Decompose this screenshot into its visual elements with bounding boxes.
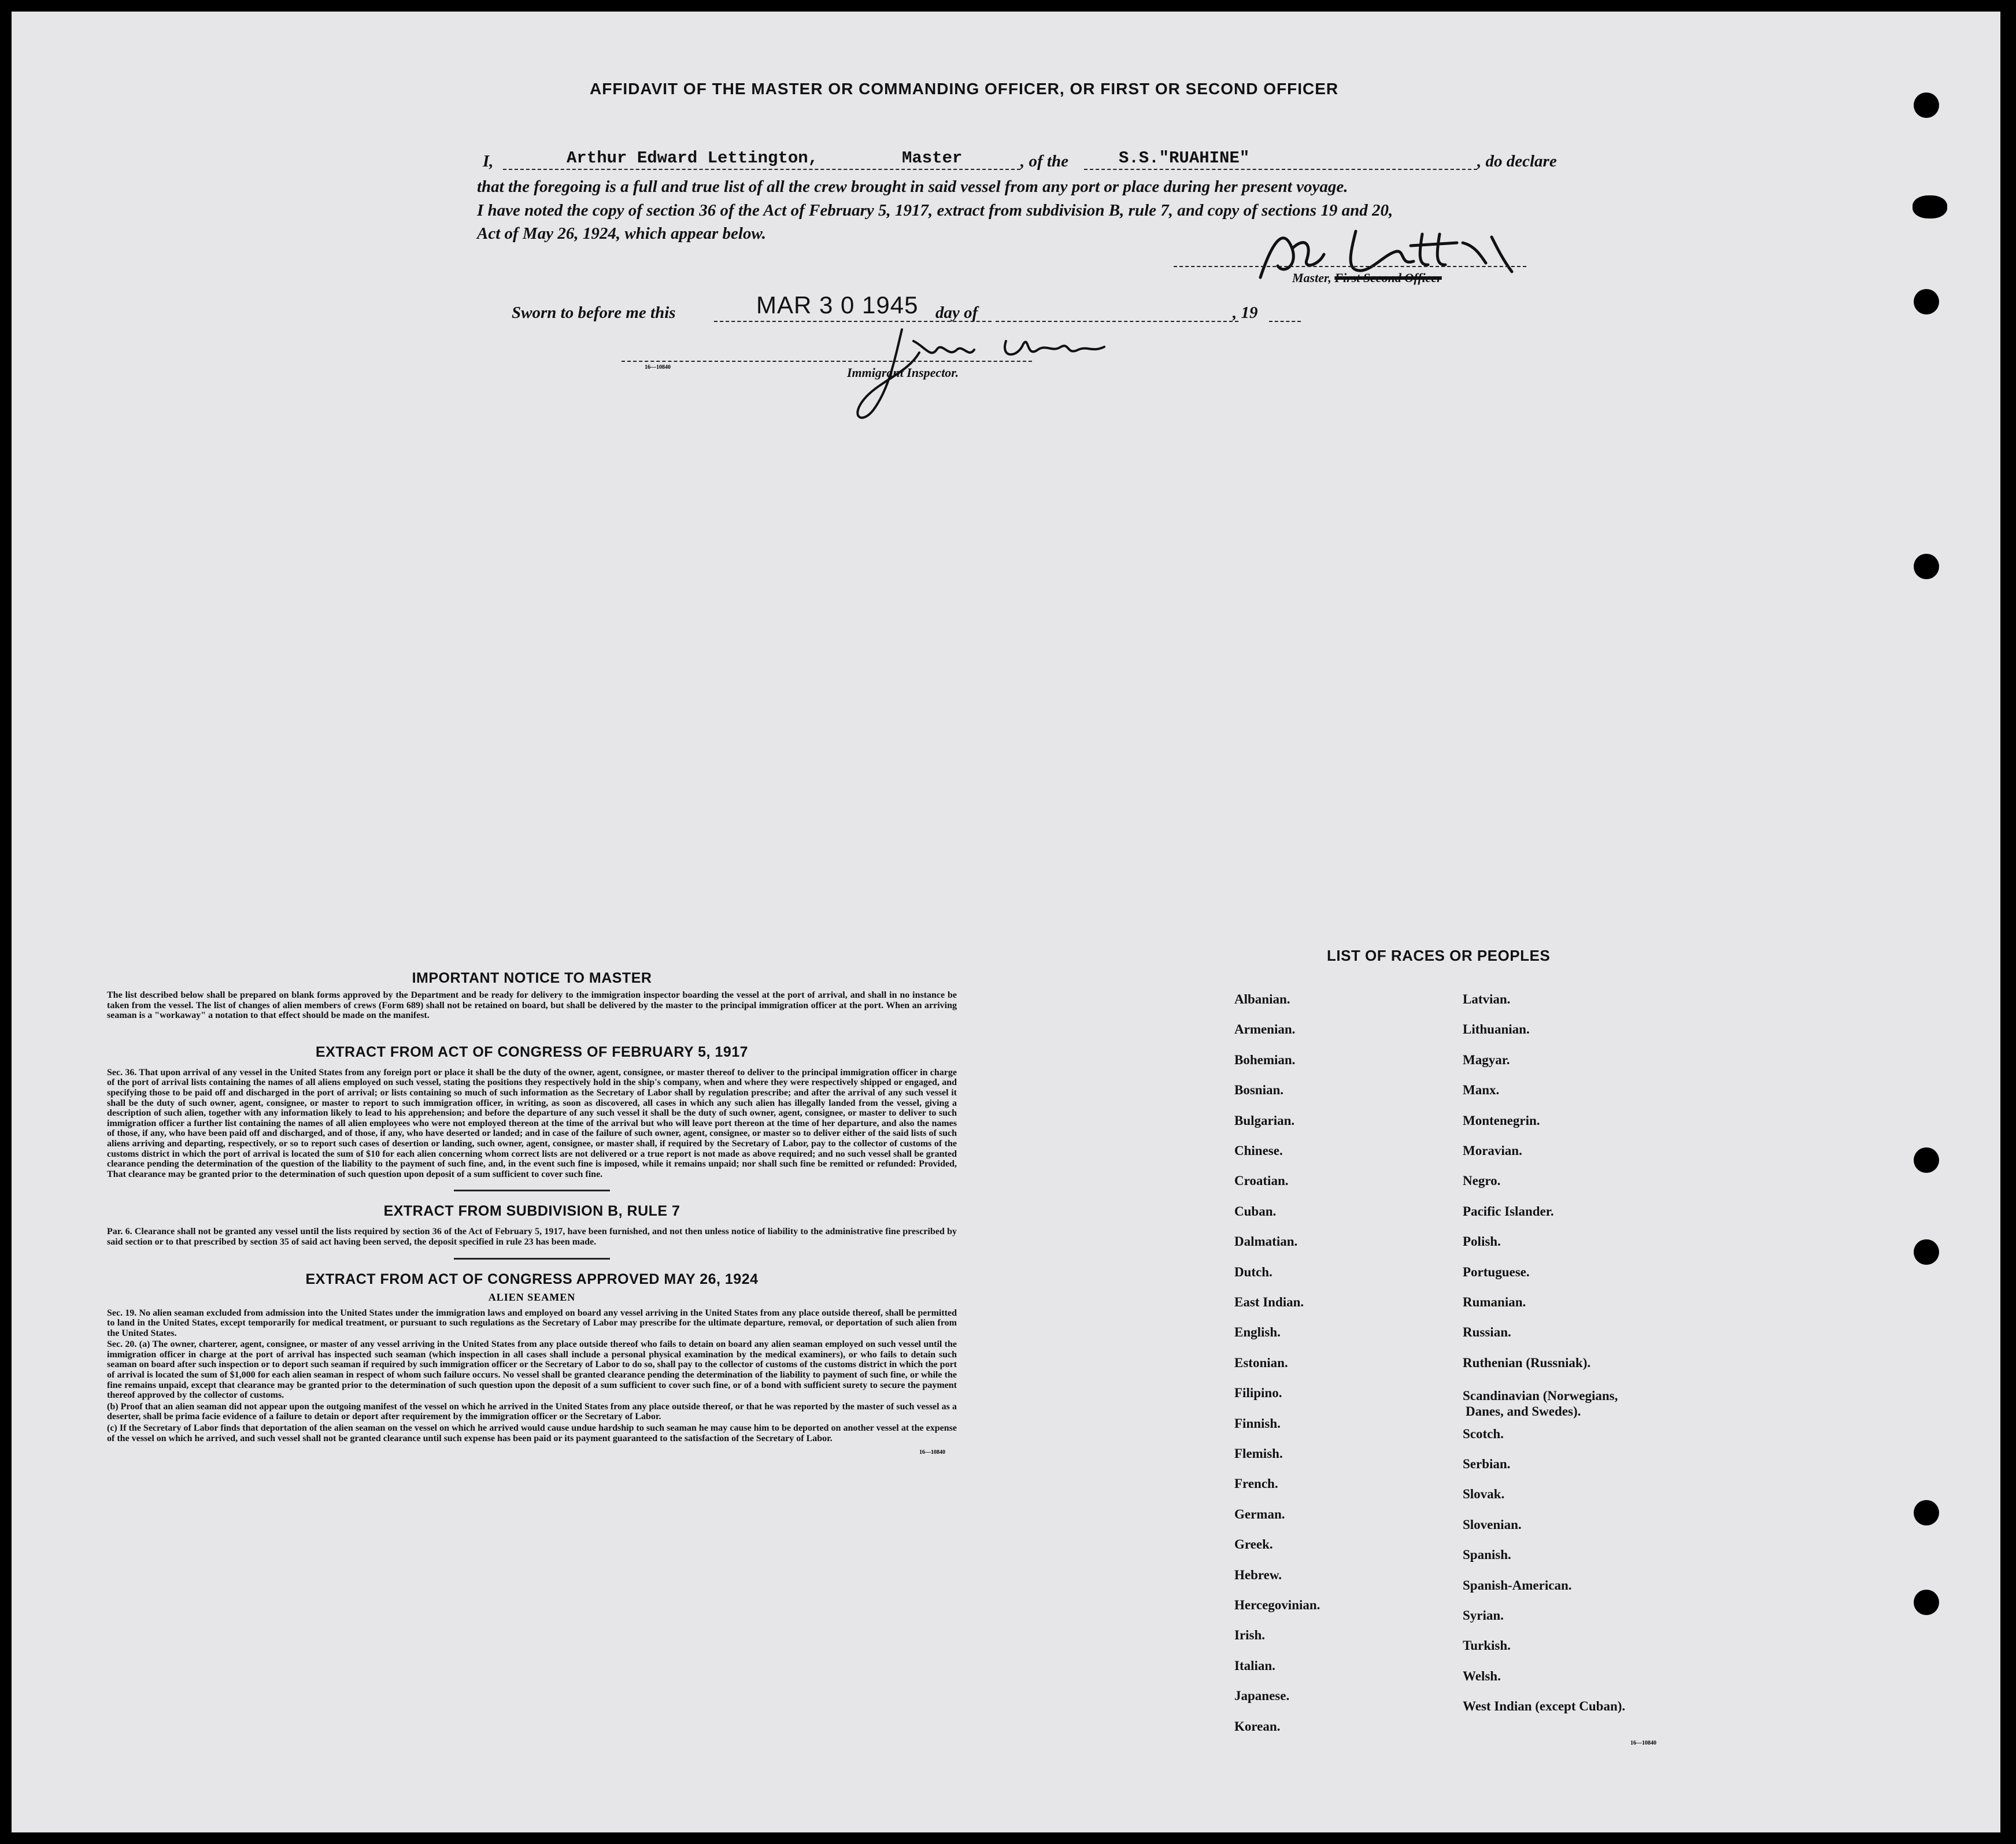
race-item: Finnish. bbox=[1234, 1416, 1281, 1431]
race-item: Scotch. bbox=[1463, 1426, 1504, 1441]
race-item: Filipino. bbox=[1234, 1386, 1282, 1401]
extract-1917-text: Sec. 36. That upon arrival of any vessel in the United States from any foreign port or place it shall be the duty of the owner, agent, consignee, or master thereof to deliver to the principal immigration officer in charge of the port of arrival lists containing the names of all aliens employed on such vessel, stating the positions they respectively hold in the ship's company, when and where they were respectively shipped or engaged, and specifying those to be paid off and discharged in the port of arrival; or lists containing so much of such information as the Secretary of Labor shall by regulation prescribe; and after the arrival of any such vessel it shall be the duty of such owner, agent, consignee, or master to report to such immigration officer, in writing, as soon as discovered, all cases in which any such alien has illegally landed from the vessel, giving a description of such alien, together with any information likely to lead to his apprehension; and before the departure of any such vessel it shall be the duty of such owner, agent, consignee, or master to deliver to such immigration officer a further list containing the names of all alien employees who were not employed thereon at the time of the arrival but who will leave port thereon at the time of her departure, and also the names of those, if any, who have been paid off and discharged, and of those, if any, who have deserted or landed; and in case of the failure of such owner, agent, consignee, or master so to deliver either of the said lists of such aliens arriving and departing, respectively, or so to report such cases of desertion or landing, such owner, agent, consignee, or master shall, if required by the Secretary of Labor, pay to the collector of customs of the customs district in which the port of arrival is located the sum of $10 for each alien concerning whom correct lists are not delivered or a true report is not made as above required; and no such vessel shall be granted clearance pending the determination of the question of the liability to the payment of such fine, and, in the event such fine is imposed, while it remains unpaid; nor shall such fine be remitted or refunded: Provided, That clearance may be granted prior to the determination of such question upon deposit of a sum sufficient to cover such fine. bbox=[107, 1067, 957, 1179]
section-divider bbox=[454, 1258, 610, 1260]
master-signature-line bbox=[1174, 266, 1526, 267]
race-item: Cuban. bbox=[1234, 1204, 1277, 1219]
of-the-label: , of the bbox=[1020, 152, 1068, 171]
master-caption-text: Master, bbox=[1292, 271, 1331, 285]
race-item: Welsh. bbox=[1463, 1668, 1501, 1683]
race-item: Latvian. bbox=[1463, 992, 1511, 1006]
extract-rule7-text: Par. 6. Clearance shall not be granted any vessel until the lists required by section 36 of the Act of February 5, 1917, have been furnished, and not then unless notice of liability to the administrative fine prescribed by said section or to that prescribed by section 35 of said act having been served, the deposit specified in rule 23 has been made. bbox=[107, 1227, 957, 1247]
race-item: Pacific Islander. bbox=[1463, 1204, 1554, 1219]
race-item: Lithuanian. bbox=[1463, 1022, 1530, 1037]
race-item: West Indian (except Cuban). bbox=[1463, 1699, 1626, 1714]
day-of-label: day of bbox=[935, 303, 978, 322]
race-item: Dalmatian. bbox=[1234, 1234, 1298, 1249]
race-item: Chinese. bbox=[1234, 1143, 1283, 1158]
sworn-date-stamp: MAR 3 0 1945 bbox=[756, 291, 919, 319]
race-item: Portuguese. bbox=[1463, 1264, 1530, 1279]
race-item: Danes, and Swedes). bbox=[1466, 1404, 1581, 1419]
race-item: English. bbox=[1234, 1325, 1281, 1340]
notice-title: IMPORTANT NOTICE TO MASTER bbox=[412, 970, 652, 986]
vessel-line bbox=[1084, 169, 1477, 170]
affidavit-line-4: Act of May 26, 1924, which appear below. bbox=[477, 224, 766, 243]
race-item: Estonian. bbox=[1234, 1355, 1288, 1370]
affidavit-form-number: 16—10840 bbox=[645, 364, 671, 371]
races-form-number: 16—10840 bbox=[1630, 1740, 1656, 1746]
affidavit-line-3: I have noted the copy of section 36 of the Act of February 5, 1917, extract from subdivision B, rule 7, and copy of sections 19 and 20, bbox=[477, 201, 1393, 220]
name-line bbox=[503, 169, 1020, 170]
race-item: Montenegrin. bbox=[1463, 1113, 1540, 1128]
race-item: Irish. bbox=[1234, 1628, 1266, 1643]
master-caption bbox=[1292, 271, 1442, 286]
sworn-label: Sworn to before me this bbox=[512, 303, 676, 322]
race-item: Moravian. bbox=[1463, 1143, 1522, 1158]
punch-hole bbox=[1914, 289, 1939, 314]
race-item: Russian. bbox=[1463, 1325, 1511, 1340]
extract-1924-subtitle: ALIEN SEAMEN bbox=[488, 1291, 576, 1303]
punch-hole bbox=[1914, 1147, 1939, 1173]
extract-1924-sec20a: Sec. 20. (a) The owner, charterer, agent, consignee, or master of any vessel arriving in the United States from any place outside thereof who fails to detain on board any alien seaman employed on such vessel until the immigration officer in charge at the port of arrival has inspected such seaman (which inspection in all cases shall include a personal physical examination by the medical examiners), or who fails to detain such seaman on board after such inspection or to deport such seaman if required by such immigration officer or the Secretary of Labor to do so, shall pay to the collector of customs of the customs district in which the port of arrival is located the sum of $1,000 for each alien seaman in respect of whom such failure occurs. No vessel shall be granted clearance pending the determination of the liability to payment of such fine, or while the fine remains unpaid, except that clearance may be granted prior to the determination of such question upon the deposit of a sum sufficient to cover such fine, or of a bond with sufficient surety to secure the payment thereof approved by the collector of customs. bbox=[107, 1339, 957, 1401]
affidavit-line-2: that the foregoing is a full and true list of all the crew brought in said vessel from any port or place during her present voyage. bbox=[477, 177, 1348, 196]
race-item: Spanish-American. bbox=[1463, 1578, 1572, 1593]
vessel-name: S.S."RUAHINE" bbox=[1119, 149, 1250, 168]
race-item: French. bbox=[1234, 1476, 1278, 1491]
do-declare-label: , do declare bbox=[1477, 152, 1557, 171]
race-item: Serbian. bbox=[1463, 1457, 1511, 1471]
extract-1924-sec20b: (b) Proof that an alien seaman did not appear upon the outgoing manifest of the vessel on which he arrived in the United States from any place outside thereof, or that he was reported by the master of such vessel as a deserter, shall be prima facie evidence of a failure to detain or deport after requirement by the immigration officer or the Secretary of Labor. bbox=[107, 1401, 957, 1422]
notice-text: The list described below shall be prepared on blank forms approved by the Department and be ready for delivery to the immigration inspector boarding the vessel at the port of arrival, and shall in no instance be taken from the vessel. The list of changes of alien members of crews (Form 689) shall not be retained on board, but shall be delivered by the master to the principal immigration officer at the port. When an arriving seaman is a "workaway" a notation to that effect should be made on the manifest. bbox=[107, 990, 957, 1021]
affidavit-title: AFFIDAVIT OF THE MASTER OR COMMANDING OFFICER, OR FIRST OR SECOND OFFICER bbox=[590, 80, 1339, 98]
race-item: Rumanian. bbox=[1463, 1295, 1526, 1309]
master-name: Arthur Edward Lettington, bbox=[567, 149, 819, 168]
race-item: Syrian. bbox=[1463, 1608, 1504, 1623]
year-line bbox=[1269, 321, 1301, 322]
race-item: Albanian. bbox=[1234, 992, 1290, 1006]
race-item: Scandinavian (Norwegians, bbox=[1463, 1388, 1618, 1404]
race-item: German. bbox=[1234, 1506, 1285, 1521]
extract-1924-title: EXTRACT FROM ACT OF CONGRESS APPROVED MAY 26, 1924 bbox=[305, 1271, 759, 1287]
race-item: Korean. bbox=[1234, 1719, 1281, 1734]
extract-form-number: 16—10840 bbox=[919, 1449, 945, 1456]
punch-hole bbox=[1914, 554, 1939, 579]
race-item: Bulgarian. bbox=[1234, 1113, 1295, 1128]
race-item: Italian. bbox=[1234, 1658, 1275, 1673]
race-item: Hebrew. bbox=[1234, 1567, 1282, 1582]
extract-1917-title: EXTRACT FROM ACT OF CONGRESS OF FEBRUARY 5, 1917 bbox=[315, 1043, 749, 1060]
race-item: Turkish. bbox=[1463, 1638, 1511, 1653]
race-item: Polish. bbox=[1463, 1234, 1501, 1249]
i-label: I, bbox=[483, 152, 494, 171]
race-item: Bosnian. bbox=[1234, 1083, 1284, 1098]
inspector-signature-line bbox=[622, 361, 1032, 362]
race-item: Manx. bbox=[1463, 1083, 1500, 1098]
race-item: Bohemian. bbox=[1234, 1052, 1296, 1067]
extract-rule7-title: EXTRACT FROM SUBDIVISION B, RULE 7 bbox=[383, 1203, 680, 1220]
race-item: Ruthenian (Russniak). bbox=[1463, 1355, 1591, 1370]
extract-1924-sec19: Sec. 19. No alien seaman excluded from admission into the United States under the immigration laws and employed on board any vessel arriving in the United States from any place outside thereof, shall be permitted to land in the United States, except temporarily for medical treatment, or pursuant to such regulations as the Secretary of Labor may prescribe for the ultimate departure, removal, or deportation of such alien from the United States. bbox=[107, 1308, 957, 1338]
race-item: Croatian. bbox=[1234, 1173, 1289, 1188]
inspector-caption: Immigrant Inspector. bbox=[847, 365, 959, 380]
race-item: Slovenian. bbox=[1463, 1517, 1522, 1532]
section-divider bbox=[454, 1190, 610, 1191]
races-title: LIST OF RACES OR PEOPLES bbox=[1327, 947, 1551, 964]
race-item: Japanese. bbox=[1234, 1689, 1290, 1704]
year-prefix: , 19 bbox=[1233, 303, 1258, 322]
master-rank: Master bbox=[902, 149, 963, 168]
race-item: Magyar. bbox=[1463, 1052, 1510, 1067]
punch-hole bbox=[1914, 1500, 1939, 1525]
race-item: Greek. bbox=[1234, 1537, 1273, 1552]
notice-column bbox=[107, 970, 957, 1456]
race-item: Slovak. bbox=[1463, 1487, 1505, 1502]
extract-1924-sec20c: (c) If the Secretary of Labor finds that deportation of the alien seaman on the vessel on which he arrived would cause undue hardship to such seaman he may cause him to be deported on another vessel at the expense of the vessel on which he arrived, and such vessel shall not be granted clearance until such expense has been paid or its payment guaranteed to the satisfaction of the Secretary of Labor. bbox=[107, 1423, 957, 1443]
race-item: Dutch. bbox=[1234, 1264, 1273, 1279]
race-item: Spanish. bbox=[1463, 1547, 1511, 1562]
race-item: Negro. bbox=[1463, 1173, 1501, 1188]
race-item: East Indian. bbox=[1234, 1295, 1304, 1309]
master-caption-struck: First Second Officer bbox=[1334, 271, 1442, 285]
race-item: Armenian. bbox=[1234, 1022, 1296, 1037]
punch-hole bbox=[1914, 1590, 1939, 1615]
race-item: Hercegovinian. bbox=[1234, 1598, 1320, 1612]
punch-hole bbox=[1914, 92, 1939, 118]
punch-hole bbox=[1913, 195, 1947, 219]
race-item: Flemish. bbox=[1234, 1446, 1283, 1461]
document-page bbox=[12, 12, 2000, 1832]
punch-hole bbox=[1914, 1239, 1939, 1265]
